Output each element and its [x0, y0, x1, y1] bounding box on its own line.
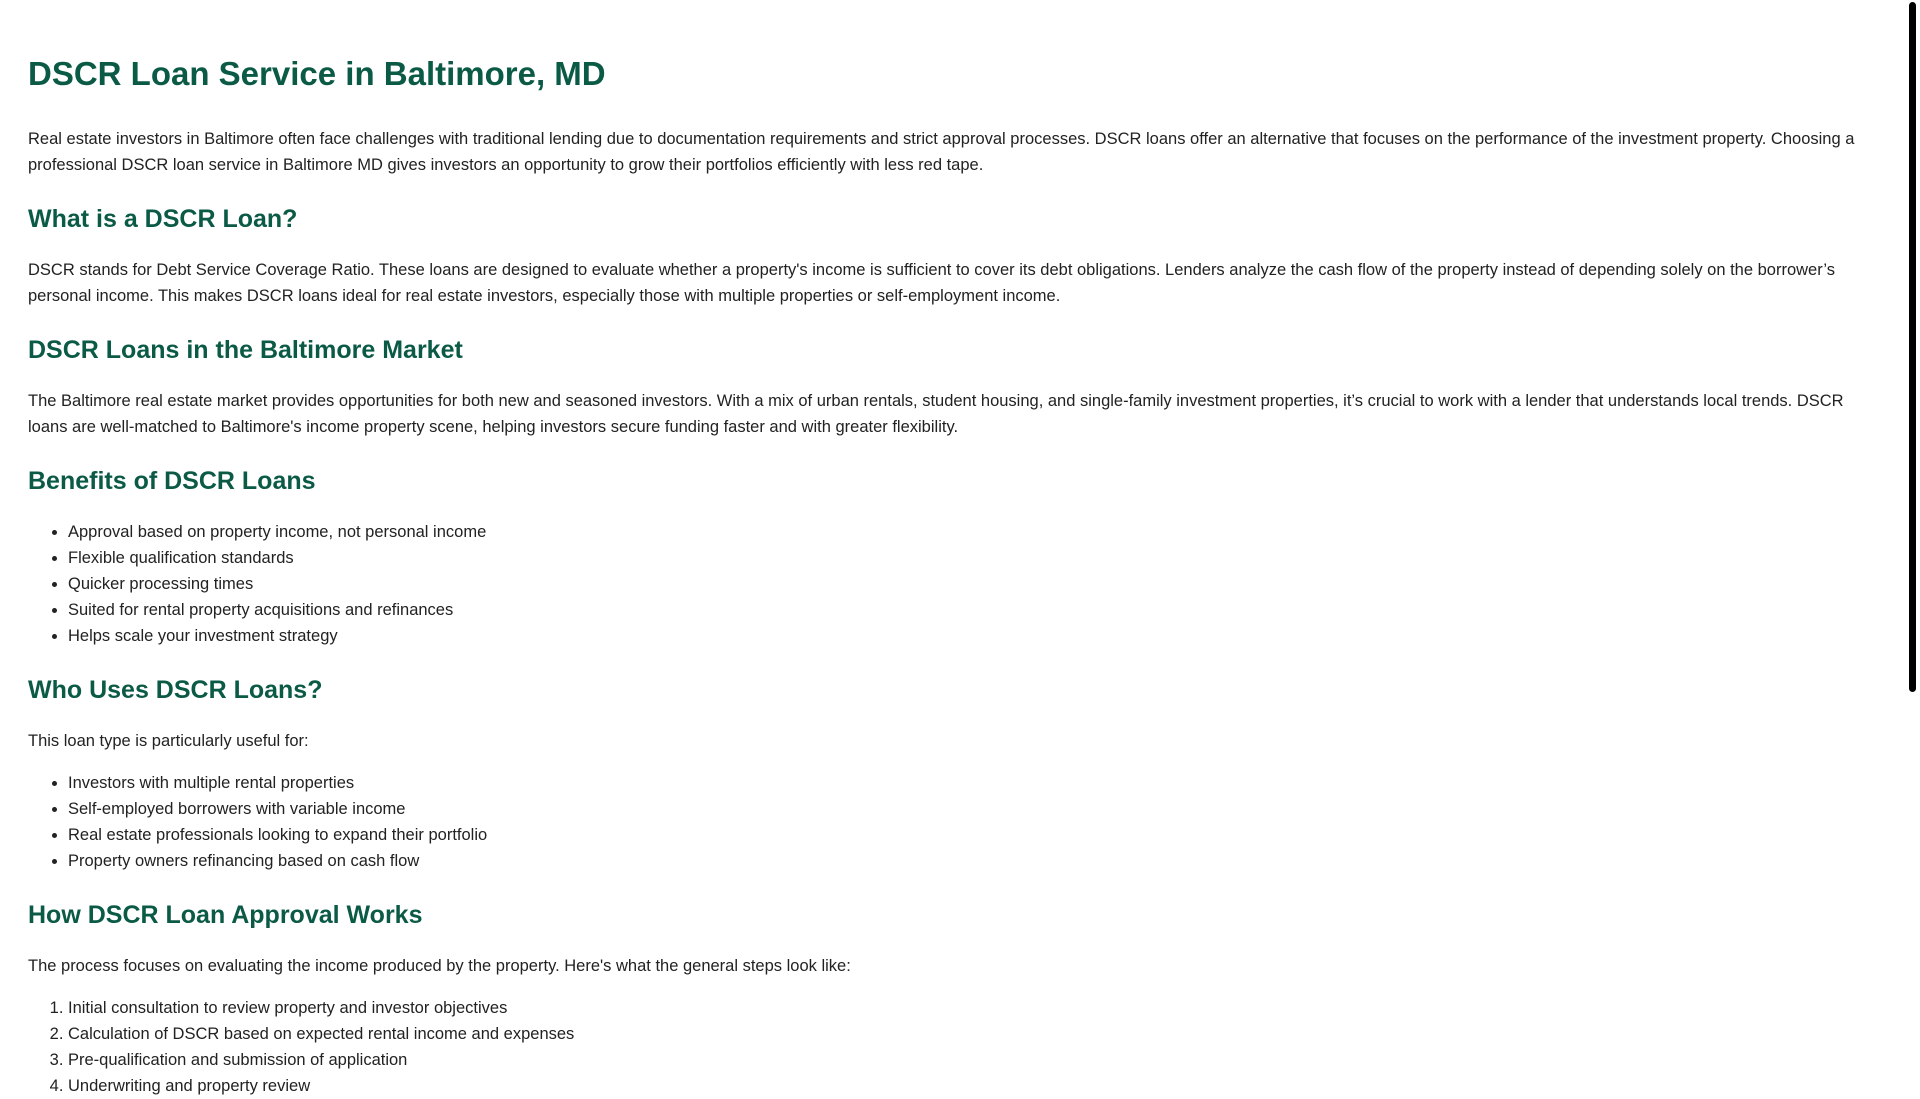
section-paragraph: DSCR stands for Debt Service Coverage Ratio. These loans are designed to evaluate whether a property's income is sufficient to cover its debt obligations. Lenders analyze the cash flow of the property instead of depending solely on the borrower’s personal income. This makes DSCR loans ideal for real estate investors, especially those with multiple properties or self-employment income.	[28, 261, 1835, 305]
list-item: 3. Pre-qualification and submission of application	[68, 1047, 1877, 1073]
section-paragraph: This loan type is particularly useful for:	[28, 732, 309, 750]
benefits-list	[28, 519, 1877, 649]
list-item: • Flexible qualification standards	[68, 545, 1877, 571]
section-who-uses	[28, 673, 1877, 874]
page-title: DSCR Loan Service in Baltimore, MD	[28, 55, 606, 92]
list-item: • Quicker processing times	[68, 571, 1877, 597]
vertical-scrollbar[interactable]	[1905, 0, 1920, 1080]
list-item: • Investors with multiple rental properties	[68, 770, 1877, 796]
list-item: • Real estate professionals looking to expand their portfolio	[68, 822, 1877, 848]
scrollbar-thumb[interactable]	[1909, 2, 1916, 692]
section-what-is-dscr	[28, 202, 1877, 309]
section-heading: How DSCR Loan Approval Works	[28, 901, 423, 929]
list-item: 1. Initial consultation to review property and investor objectives	[68, 995, 1877, 1021]
section-heading: What is a DSCR Loan?	[28, 205, 298, 233]
list-item: • Property owners refinancing based on cash flow	[68, 848, 1877, 874]
approval-steps-list	[28, 995, 1877, 1099]
list-item: • Approval based on property income, not personal income	[68, 519, 1877, 545]
section-heading: Who Uses DSCR Loans?	[28, 676, 323, 704]
section-approval-process	[28, 898, 1877, 1099]
list-item: 4. Underwriting and property review	[68, 1073, 1877, 1099]
intro-paragraph: Real estate investors in Baltimore often face challenges with traditional lending due to documentation requirements and strict approval processes. DSCR loans offer an alternative that focuses on the performance of the investment property. Choosing a professional DSCR loan service in Baltimore MD gives investors an opportunity to grow their portfolios efficiently with less red tape.	[28, 130, 1855, 174]
section-paragraph: The Baltimore real estate market provides opportunities for both new and seasoned investors. With a mix of urban rentals, student housing, and single-family investment properties, it’s crucial to work with a lender that understands local trends. DSCR loans are well-matched to Baltimore's income property scene, helping investors secure funding faster and with greater flexibility.	[28, 392, 1844, 436]
list-item: 2. Calculation of DSCR based on expected rental income and expenses	[68, 1021, 1877, 1047]
list-item: • Self-employed borrowers with variable income	[68, 796, 1877, 822]
section-heading: DSCR Loans in the Baltimore Market	[28, 336, 463, 364]
section-paragraph: The process focuses on evaluating the income produced by the property. Here's what the general steps look like:	[28, 957, 851, 975]
section-benefits	[28, 464, 1877, 649]
list-item: • Suited for rental property acquisitions and refinances	[68, 597, 1877, 623]
list-item: • Helps scale your investment strategy	[68, 623, 1877, 649]
section-heading: Benefits of DSCR Loans	[28, 467, 316, 495]
users-list	[28, 770, 1877, 874]
section-baltimore-market	[28, 333, 1877, 440]
